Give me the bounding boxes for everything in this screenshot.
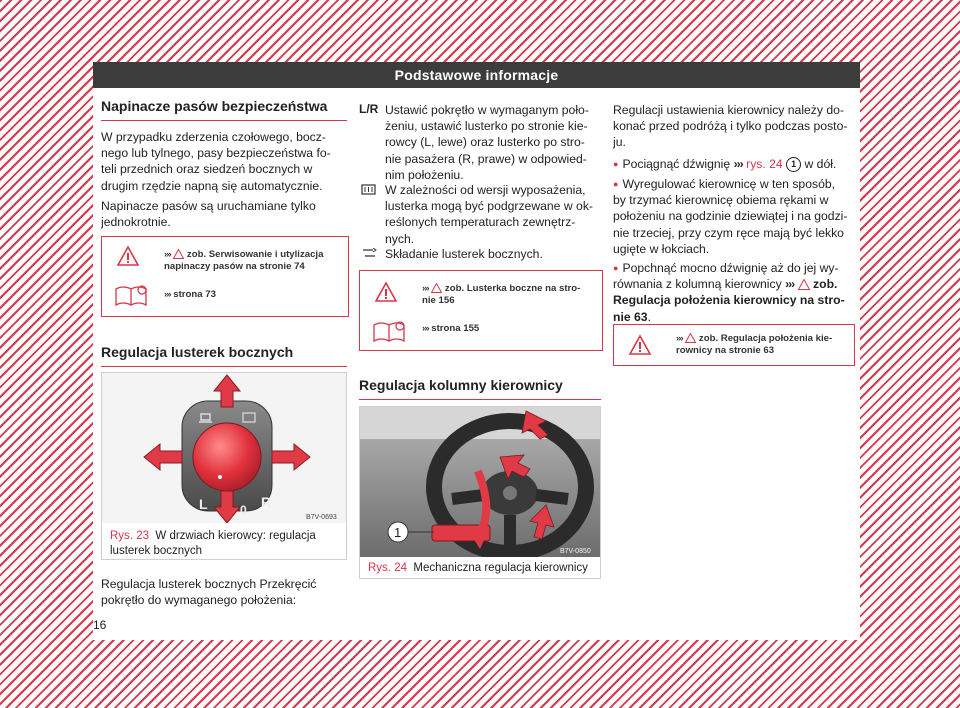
warning-link-steering[interactable]: zob. Regulacja położenia kie- bbox=[696, 333, 833, 344]
bullet-2: ● Wyregulować kierownicę w ten sposób, by trzymać kierownicę obiema rękami w położeniu na godzinie dziewiątej i na godzi- nie trzeciej, przy czym ręce mają być lekko ugięte w łokciach. bbox=[613, 176, 847, 257]
page-reference-link[interactable]: zob. bbox=[809, 277, 838, 292]
heated-mirror-icon bbox=[361, 184, 377, 196]
seatbelt-paragraph-1: W przypadku zderzenia czołowego, bocz- nego lub tylnego, pasy bezpieczeństwa fo- teli przednich oraz siedzeń bocznych w drugim rzędzie napną się automatycznie. bbox=[101, 130, 331, 193]
figure-caption: Rys. 24 Mechaniczna regulacja kierownicy bbox=[368, 562, 588, 574]
steering-intro: Regulacji ustawienia kierownicy należy do- konać przed podróżą i tylko podczas posto- ju. bbox=[613, 103, 848, 150]
warning-triangle-icon bbox=[629, 334, 651, 356]
knob-label-zero: 0 bbox=[240, 503, 247, 517]
warning-text: ››› zob. Serwisowanie i utylizacja napinaczy pasów na stronie 74 bbox=[164, 249, 324, 272]
figure-code: B7V-0850 bbox=[560, 548, 591, 555]
callout-badge: 1 bbox=[786, 157, 801, 172]
lr-symbol: L/R bbox=[359, 102, 379, 116]
mirror-knob-illustration bbox=[102, 373, 346, 523]
steering-column-illustration bbox=[360, 407, 600, 557]
warning-link-mirrors[interactable]: zob. Lusterka boczne na stro- bbox=[442, 283, 581, 294]
warning-small-icon bbox=[173, 249, 184, 259]
seatbelt-paragraph-2: Napinacze pasów są uruchamiane tylko jednokrotnie. bbox=[101, 199, 316, 230]
section-title-steering: Regulacja kolumny kierownicy bbox=[359, 377, 601, 400]
page-reference-link[interactable]: strona 155 bbox=[428, 323, 480, 334]
knob-label-left: L bbox=[199, 496, 208, 512]
page-reference: ››› strona 155 bbox=[422, 323, 480, 334]
page bbox=[93, 62, 860, 640]
manual-book-icon bbox=[372, 317, 408, 343]
page-header: Podstawowe informacje bbox=[93, 62, 860, 88]
manual-book-icon bbox=[114, 281, 150, 307]
heating-paragraph: W zależności od wersji wyposażenia, lusterka mogą być podgrzewane w ok- reślonych temperaturach zewnętrz- nych. bbox=[385, 183, 593, 246]
warning-small-icon bbox=[431, 283, 442, 293]
warning-triangle-icon bbox=[117, 245, 139, 267]
figure-reference-link[interactable]: rys. 24 bbox=[742, 157, 787, 171]
fold-mirror-icon bbox=[361, 248, 377, 258]
figure-mirror-control bbox=[101, 372, 347, 560]
mirror-paragraph: Regulacja lusterek bocznych Przekręcić pokrętło do wymaganego położenia: bbox=[101, 577, 317, 608]
warning-text: ››› zob. Lusterka boczne na stro- nie 156 bbox=[422, 283, 581, 306]
warning-box-seatbelt bbox=[101, 236, 349, 317]
warning-small-icon bbox=[798, 279, 810, 290]
knob-label-right: R bbox=[261, 494, 272, 510]
bullet-1: ● Pociągnąć dźwignię ››› rys. 24 1 w dół. bbox=[613, 156, 836, 172]
page-number: 16 bbox=[93, 618, 107, 632]
callout-number: 1 bbox=[394, 525, 402, 540]
page-reference-link[interactable]: strona 73 bbox=[170, 289, 216, 300]
figure-caption: Rys. 23 W drzwiach kierowcy: regulacja lusterek bocznych bbox=[110, 530, 316, 557]
bullet-3: ● Popchnąć mocno dźwignię aż do jej wy- równania z kolumną kierownicy ››› zob. Regulacja położenia kierownicy na stro- nie 63. bbox=[613, 260, 845, 325]
folding-paragraph: Składanie lusterek bocznych. bbox=[385, 247, 543, 261]
lr-paragraph: Ustawić pokrętło w wymaganym poło- żeniu, ustawić lusterko po stronie kie- rowcy (L, lewe) oraz lusterko po stro- nie pasażera (R, prawe) w odpowied- nim położeniu. bbox=[385, 103, 589, 182]
warning-text: ››› zob. Regulacja położenia kie- rownicy na stronie 63 bbox=[676, 333, 833, 356]
warning-triangle-icon bbox=[375, 281, 397, 303]
figure-steering-adjust bbox=[359, 406, 601, 579]
warning-link-seatbelt[interactable]: zob. Serwisowanie i utylizacja bbox=[184, 249, 324, 260]
warning-box-steering bbox=[613, 324, 855, 366]
warning-small-icon bbox=[685, 333, 696, 343]
section-title-seatbelt: Napinacze pasów bezpieczeństwa bbox=[101, 98, 347, 121]
warning-box-mirrors bbox=[359, 270, 603, 351]
section-title-mirrors: Regulacja lusterek bocznych bbox=[101, 344, 347, 367]
figure-code: B7V-0693 bbox=[306, 514, 337, 521]
page-reference: ››› strona 73 bbox=[164, 289, 216, 300]
